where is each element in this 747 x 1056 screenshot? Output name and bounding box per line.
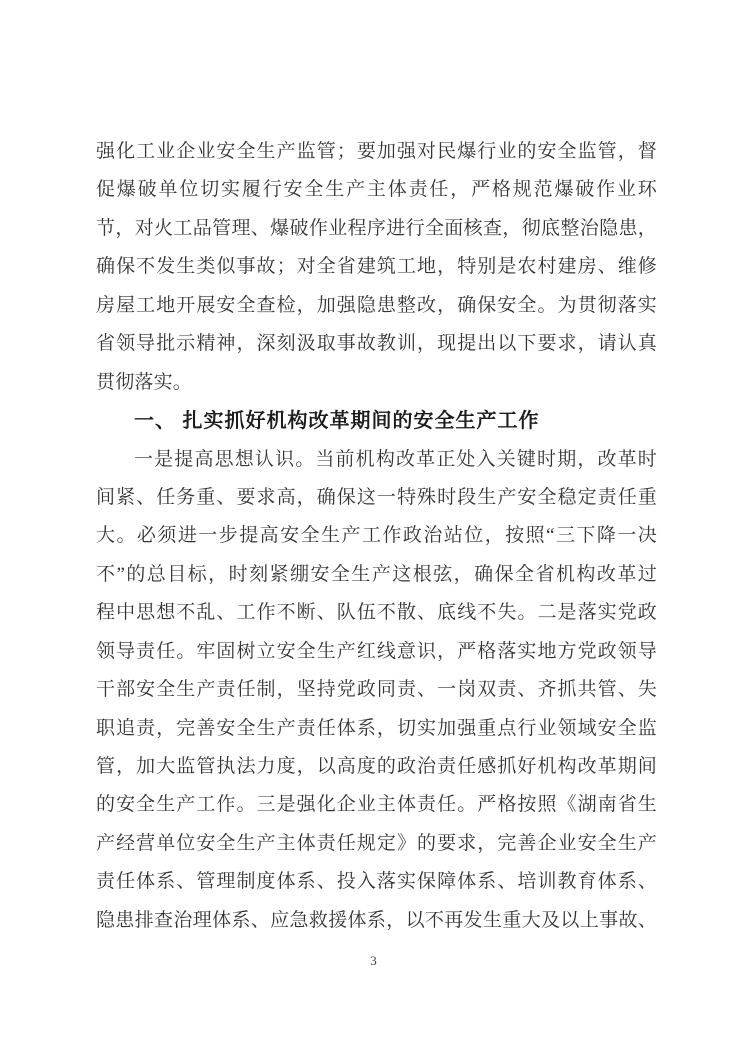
text-block <box>96 133 657 940</box>
text-line: 产经营单位安全生产主体责任规定》的要求，完善企业安全生产 <box>96 832 657 854</box>
section-heading: 一、 扎实抓好机构改革期间的安全生产工作 <box>134 410 540 433</box>
text-line: 房屋工地开展安全查检，加强隐患整改，确保安全。为贯彻落实 <box>96 294 657 316</box>
text-line: 责任体系、管理制度体系、投入落实保障体系、培训教育体系、 <box>96 871 657 893</box>
text-line: 不”的总目标，时刻紧绷安全生产这根弦，确保全省机构改革过 <box>96 563 657 585</box>
text-line: 领导责任。牢固树立安全生产红线意识，严格落实地方党政领导 <box>96 640 657 662</box>
text-line: 管，加大监管执法力度，以高度的政治责任感抓好机构改革期间 <box>96 756 657 777</box>
text-line: 贯彻落实。 <box>96 371 193 393</box>
text-line: 的安全生产工作。三是强化企业主体责任。严格按照《湖南省生 <box>96 794 657 816</box>
text-line: 隐患排查治理体系、应急救援体系，以不再发生重大及以上事故、 <box>96 909 657 931</box>
text-line: 一是提高思想认识。当前机构改革正处入关键时期，改革时 <box>134 448 657 470</box>
text-line: 节，对火工品管理、爆破作业程序进行全面核查，彻底整治隐患， <box>96 217 657 239</box>
text-line: 大。必须进一步提高安全生产工作政治站位，按照“三下降一决 <box>96 525 657 547</box>
text-line: 强化工业企业安全生产监管；要加强对民爆行业的安全监管，督 <box>96 141 657 162</box>
text-line: 省领导批示精神，深刻汲取事故教训，现提出以下要求，请认真 <box>96 333 657 355</box>
text-line: 间紧、任务重、要求高，确保这一特殊时段生产安全稳定责任重 <box>96 486 657 508</box>
text-line: 干部安全生产责任制，坚持党政同责、一岗双责、齐抓共管、失 <box>96 679 657 701</box>
page-number: 3 <box>370 953 377 968</box>
text-line: 程中思想不乱、工作不断、队伍不散、底线不失。二是落实党政 <box>96 602 657 624</box>
text-line: 确保不发生类似事故；对全省建筑工地，特别是农村建房、维修 <box>96 256 657 278</box>
text-line: 职追责，完善安全生产责任体系，切实加强重点行业领域安全监 <box>96 717 657 739</box>
text-line: 促爆破单位切实履行安全生产主体责任，严格规范爆破作业环 <box>96 179 657 201</box>
